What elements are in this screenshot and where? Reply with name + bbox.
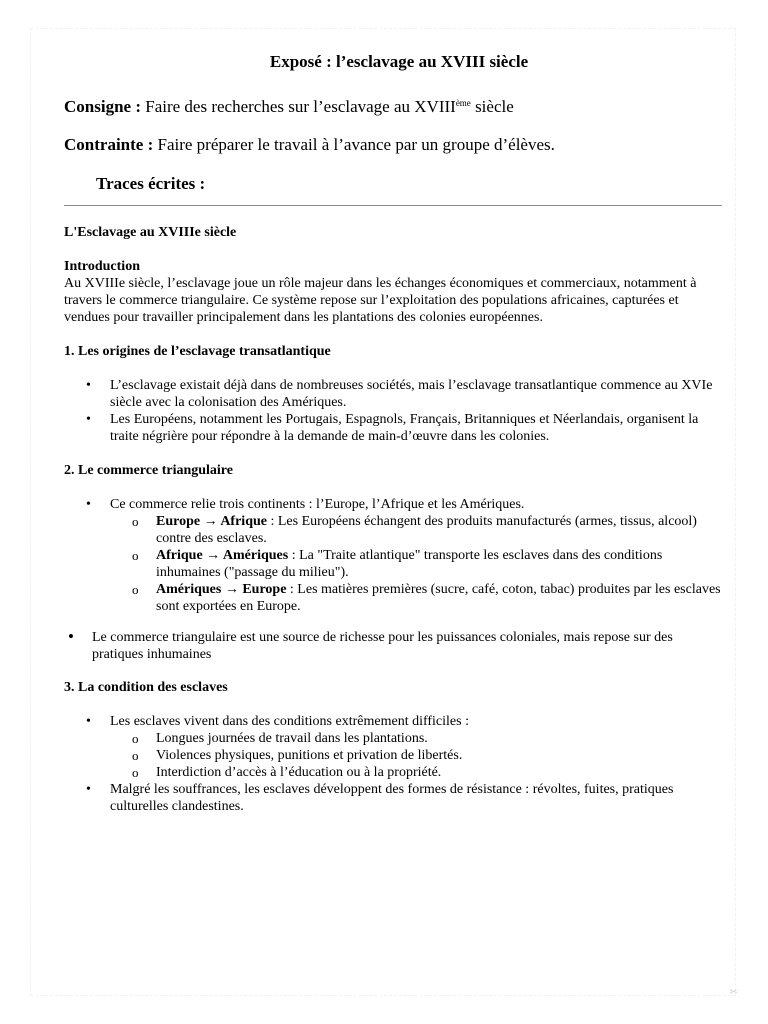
contrainte-text: Faire préparer le travail à l’avance par un groupe d’élèves. <box>153 135 555 154</box>
horizontal-rule <box>64 205 722 206</box>
section2-outer-list <box>64 629 724 663</box>
essay-heading: L'Esclavage au XVIIIe siècle <box>64 225 237 240</box>
section1-list <box>64 377 724 445</box>
route-text: : La "Traite atlantique" transporte les esclaves dans des conditions inhumaines ("passage du milieu"). <box>156 548 663 580</box>
sub-list-item <box>64 547 724 581</box>
section2-list <box>64 496 724 615</box>
document-title: Exposé : l’esclavage au XVIII siècle <box>269 52 529 71</box>
section3-list <box>64 713 724 815</box>
list-item: • Les esclaves vivent dans des conditions extrêmement difficiles : <box>64 713 724 730</box>
list-item: • Les Européens, notamment les Portugais, Espagnols, Français, Britanniques et Néerlandais, organisent la traite négrière pour répondre à la demande de main-d’œuvre dans les colonies. <box>64 411 724 445</box>
consigne-label: Consigne : <box>64 97 141 116</box>
list-item: • L’esclavage existait déjà dans de nombreuses sociétés, mais l’esclavage transatlantique commence au XVIe siècle avec la colonisation des Amériques. <box>64 377 724 411</box>
essay-body <box>64 224 724 815</box>
section1-heading: 1. Les origines de l’esclavage transatlantique <box>64 344 331 359</box>
sub-list-item <box>64 581 724 615</box>
intro-heading: Introduction <box>64 259 140 274</box>
section2-heading: 2. Le commerce triangulaire <box>64 463 233 478</box>
route-label: Afrique → Amériques <box>156 548 289 563</box>
sub-list-item: o Interdiction d’accès à l’éducation ou à la propriété. <box>64 764 724 781</box>
document-page <box>64 52 724 815</box>
route-text: : Les matières premières (sucre, café, coton, tabac) produites par les esclaves sont exportées en Europe. <box>156 582 721 614</box>
route-text: : Les Européens échangent des produits manufacturés (armes, tissus, alcool) contre des esclaves. <box>156 514 697 546</box>
list-item: • Malgré les souffrances, les esclaves développent des formes de résistance : révoltes, fuites, pratiques culturelles clandestines. <box>64 781 724 815</box>
consigne-text: Faire des recherches sur l’esclavage au XVIII <box>140 97 456 116</box>
contrainte-line <box>64 135 724 155</box>
consigne-superscript: ème <box>455 98 471 108</box>
contrainte-label: Contrainte : <box>64 135 154 154</box>
traces-heading: Traces écrites : <box>96 174 206 193</box>
sub-list-item: o Longues journées de travail dans les plantations. <box>64 730 724 747</box>
list-item: • Le commerce triangulaire est une source de richesse pour les puissances coloniales, mais repose sur des pratiques inhumaines <box>64 629 724 663</box>
consigne-end: siècle <box>470 97 514 116</box>
sub-list-item: o Violences physiques, punitions et privation de libertés. <box>64 747 724 764</box>
intro-paragraph: Au XVIIIe siècle, l’esclavage joue un rôle majeur dans les échanges économiques et commerciaux, notamment à travers le commerce triangulaire. Ce système repose sur l’exploitation des populations africaines, capturées et vendues pour travailler principalement dans les plantations des colonies européennes. <box>64 276 697 325</box>
consigne-line <box>64 97 724 117</box>
sub-list-item <box>64 513 724 547</box>
route-label: Amériques → Europe <box>156 582 287 597</box>
corner-mark-icon: ✂ <box>729 987 738 998</box>
route-label: Europe → Afrique <box>156 514 267 529</box>
section3-heading: 3. La condition des esclaves <box>64 680 228 695</box>
list-item: • Ce commerce relie trois continents : l’Europe, l’Afrique et les Amériques. <box>64 496 724 513</box>
